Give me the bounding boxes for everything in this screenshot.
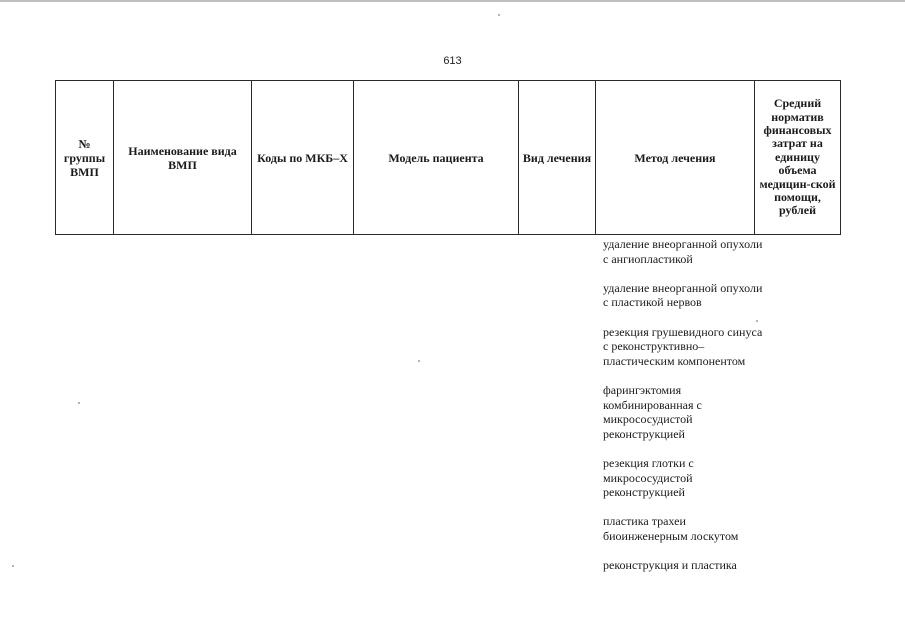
scan-speck: [418, 360, 420, 362]
header-vmp-name: Наименование вида ВМП: [114, 81, 252, 235]
method-item: удаление внеорганной опухоли с пластикой нервов: [603, 280, 763, 310]
method-item: удаление внеорганной опухоли с ангиопластикой: [603, 237, 763, 266]
header-row: [56, 81, 841, 235]
header-group-number: № группы ВМП: [56, 81, 114, 235]
header-financial-norm: Средний норматив финансовых затрат на единицу объема медицин-ской помощи, рублей: [755, 81, 841, 235]
header-treatment-method: Метод лечения: [596, 81, 755, 235]
method-list: [603, 237, 763, 587]
scan-speck: [498, 14, 500, 16]
method-item: пластика трахеи биоинженерным лоскутом: [603, 514, 739, 543]
scan-speck: [756, 320, 758, 322]
method-item: резекция глотки с микрососудистой реконструкцией: [603, 455, 694, 500]
page-number: 613: [443, 55, 462, 67]
header-table: [55, 80, 841, 235]
header-patient-model: Модель пациента: [354, 81, 519, 235]
method-item: реконструкция и пластика: [603, 558, 737, 573]
scan-speck: [78, 402, 80, 404]
scan-speck: [12, 565, 14, 567]
scan-top-edge: [0, 0, 905, 2]
header-treatment-type: Вид лечения: [519, 81, 596, 235]
method-item: фарингэктомия комбинированная с микрососудистой реконструкцией: [603, 382, 702, 441]
header-icd-codes: Коды по МКБ–Х: [252, 81, 354, 235]
method-item: резекция грушевидного синуса с реконструктивно–пластическим компонентом: [603, 324, 763, 368]
